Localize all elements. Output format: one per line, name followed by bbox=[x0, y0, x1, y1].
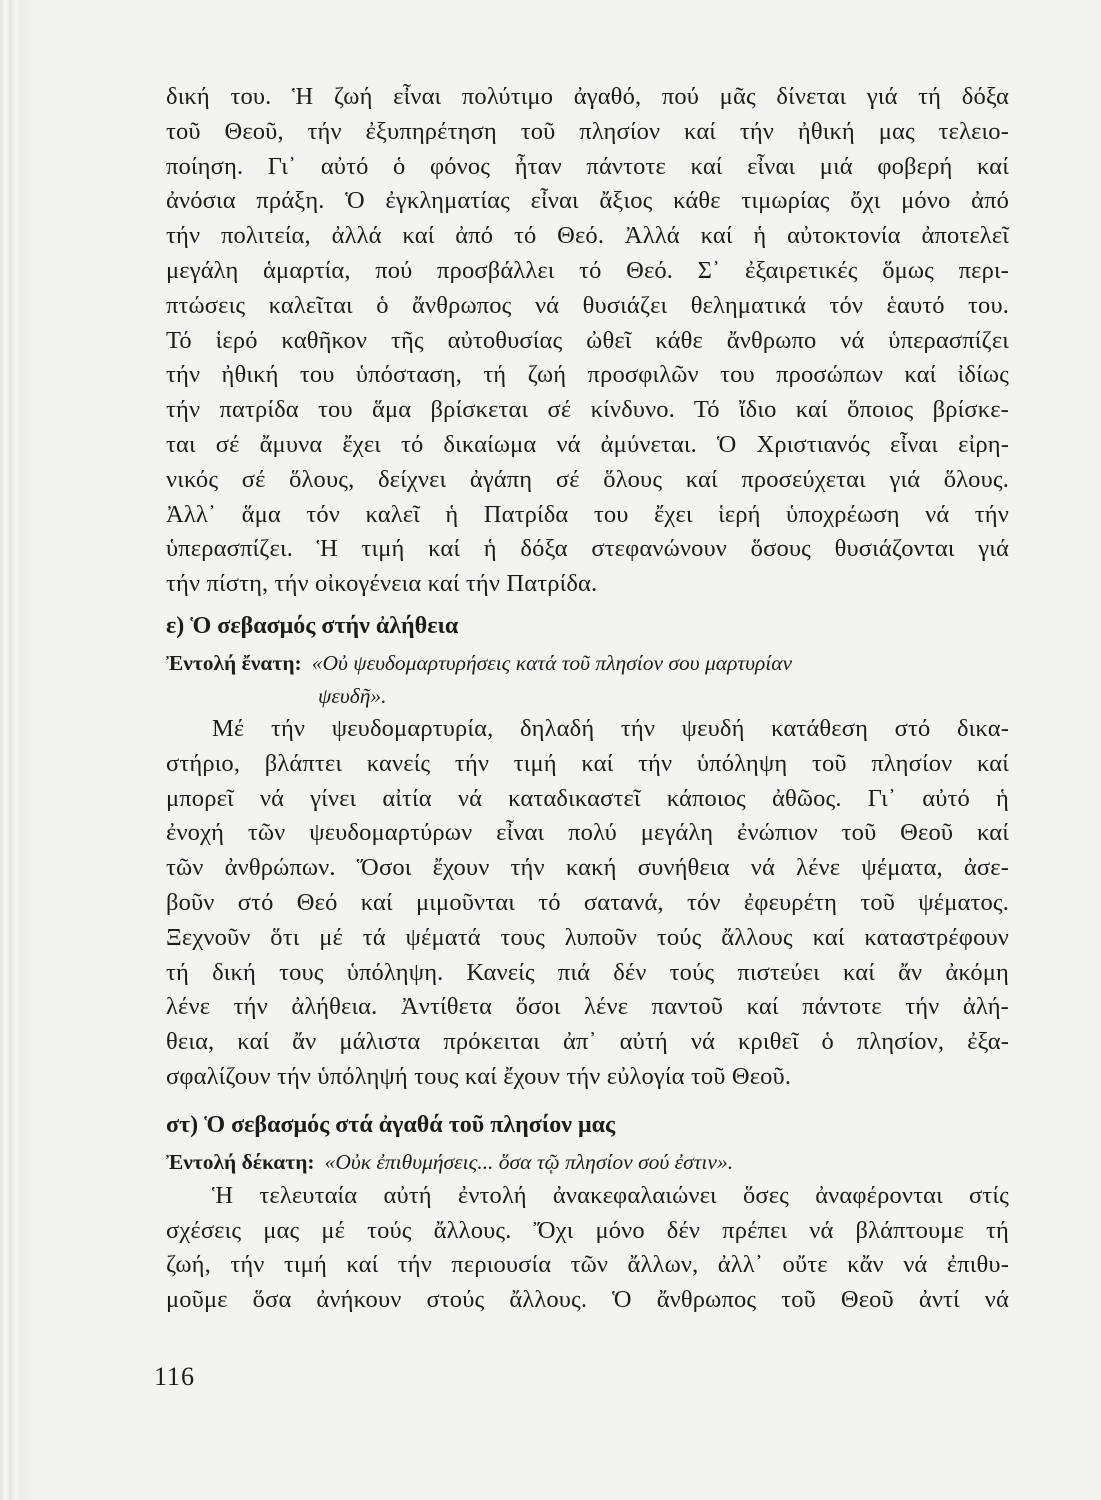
commandment-label: Ἐντολή δέκατη: bbox=[166, 1149, 315, 1174]
text-line: μοῦμε ὅσα ἀνήκουν στούς ἄλλους. Ὁ ἄνθρωπος τοῦ Θεοῦ ἀντί νά bbox=[166, 1286, 1009, 1314]
book-binding-edge bbox=[0, 0, 34, 1500]
text-line: ἐνοχή τῶν ψευδομαρτύρων εἶναι πολύ μεγάλη ἐνώπιον τοῦ Θεοῦ καί bbox=[166, 819, 1009, 847]
commandment-line bbox=[166, 1145, 1009, 1179]
commandment-quote-continuation: ψευδῆ». bbox=[318, 683, 387, 708]
commandment-quote: «Οὐκ ἐπιθυμήσεις... ὅσα τῷ πλησίον σού ἐστιν». bbox=[324, 1149, 734, 1174]
commandment-quote: «Οὐ ψευδομαρτυρήσεις κατά τοῦ πλησίον σου μαρτυρίαν bbox=[311, 650, 793, 675]
text-line: ποίηση. Γι᾿ αὐτό ὁ φόνος ἦταν πάντοτε καί εἶναι μιά φοβερή καί bbox=[166, 152, 1009, 180]
text-line: λένε τήν ἀλήθεια. Ἀντίθετα ὅσοι λένε παντοῦ καί πάντοτε τήν ἀλή- bbox=[166, 993, 1009, 1021]
text-line: τήν πολιτεία, ἀλλά καί ἀπό τό Θεό. Ἀλλά καί ἡ αὐτοκτονία ἀποτελεῖ bbox=[166, 222, 1009, 250]
text-line: Τό ἱερό καθῆκον τῆς αὐτοθυσίας ὠθεῖ κάθε ἄνθρωπο νά ὑπερασπίζει bbox=[166, 326, 1009, 354]
text-line: Ἀλλ᾿ ἅμα τόν καλεῖ ἡ Πατρίδα του ἔχει ἱερή ὑποχρέωση νά τήν bbox=[166, 500, 1009, 528]
text-line: μπορεῖ νά γίνει αἰτία νά καταδικαστεῖ κάποιος ἀθῶος. Γι᾿ αὐτό ἡ bbox=[166, 784, 1009, 812]
text-line: ζωή, τήν τιμή καί τήν περιουσία τῶν ἄλλων, ἀλλ᾿ οὔτε κἄν νά ἐπιθυ- bbox=[166, 1251, 1009, 1279]
paragraph-on-life bbox=[166, 80, 1009, 602]
text-line: τήν πατρίδα του ἅμα βρίσκεται σέ κίνδυνο. Τό ἴδιο καί ὅποιος βρίσκε- bbox=[166, 396, 1009, 424]
text-line: τῶν ἀνθρώπων. Ὅσοι ἔχουν τήν κακή συνήθεια νά λένε ψέματα, ἀσε- bbox=[166, 854, 1009, 882]
page-body bbox=[166, 80, 1009, 1318]
text-line: ἀνόσια πράξη. Ὁ ἐγκληματίας εἶναι ἄξιος κάθε τιμωρίας ὄχι μόνο ἀπό bbox=[166, 187, 1009, 215]
text-line: θεια, καί ἄν μάλιστα πρόκειται ἀπ᾿ αὐτή νά κριθεῖ ὁ πλησίον, ἐξα- bbox=[166, 1028, 1009, 1056]
text-line: μεγάλη ἁμαρτία, πού προσβάλλει τό Θεό. Σ᾿ ἐξαιρετικές ὅμως περι- bbox=[166, 256, 1009, 284]
commandment-line bbox=[166, 646, 1009, 680]
section-heading: ε) Ὁ σεβασμός στήν ἀλήθεια bbox=[166, 612, 459, 639]
text-line: Μέ τήν ψευδομαρτυρία, δηλαδή τήν ψευδή κατάθεση στό δικα- bbox=[212, 714, 1009, 742]
text-line: δική του. Ἡ ζωή εἶναι πολύτιμο ἀγαθό, πού μᾶς δίνεται γιά τή δόξα bbox=[166, 83, 1009, 110]
text-line: σφαλίζουν τήν ὑπόληψή τους καί ἔχουν τήν εὐλογία τοῦ Θεοῦ. bbox=[166, 1062, 792, 1090]
commandment-label: Ἐντολή ἔνατη: bbox=[166, 650, 302, 675]
text-line: τήν πίστη, τήν οἰκογένεια καί τήν Πατρίδα. bbox=[166, 570, 598, 598]
page-number: 116 bbox=[154, 1362, 196, 1391]
text-line: τήν ἠθική του ὑπόσταση, τή ζωή προσφιλῶν του προσώπων καί ἰδίως bbox=[166, 361, 1009, 389]
section-respect-for-truth bbox=[166, 606, 1009, 1095]
text-line: νικός σέ ὅλους, δείχνει ἀγάπη σέ ὅλους καί προσεύχεται γιά ὅλους. bbox=[166, 465, 1009, 493]
text-line: βοῦν στό Θεό καί μιμοῦνται τό σατανά, τόν ἐφευρέτη τοῦ ψέματος. bbox=[166, 888, 1009, 916]
section-heading: στ) Ὁ σεβασμός στά ἀγαθά τοῦ πλησίον μας bbox=[166, 1111, 616, 1138]
text-line: τή δική τους ὑπόληψη. Κανείς πιά δέν τούς πιστεύει καί ἄν ἀκόμη bbox=[166, 958, 1009, 986]
section-respect-for-neighbors-goods bbox=[166, 1105, 1009, 1318]
text-line: σχέσεις μας μέ τούς ἄλλους. Ὄχι μόνο δέν πρέπει νά βλάπτουμε τή bbox=[166, 1216, 1009, 1244]
text-line: Ἡ τελευταία αὐτή ἐντολή ἀνακεφαλαιώνει ὅσες ἀναφέρονται στίς bbox=[212, 1181, 1009, 1209]
text-line: στήριο, βλάπτει κανείς τήν τιμή καί τήν ὑπόληψη τοῦ πλησίον καί bbox=[166, 749, 1009, 777]
text-line: τοῦ Θεοῦ, τήν ἐξυπηρέτηση τοῦ πλησίον καί τήν ἠθική μας τελειο- bbox=[166, 117, 1009, 145]
text-line: ται σέ ἄμυνα ἔχει τό δικαίωμα νά ἀμύνεται. Ὁ Χριστιανός εἶναι εἰρη- bbox=[166, 430, 1009, 458]
text-line: ὑπερασπίζει. Ἡ τιμή καί ἡ δόξα στεφανώνουν ὅσους θυσιάζονται γιά bbox=[166, 535, 1009, 563]
text-line: πτώσεις καλεῖται ὁ ἄνθρωπος νά θυσιάζει θεληματικά τόν ἑαυτό του. bbox=[166, 291, 1009, 319]
text-line: Ξεχνοῦν ὅτι μέ τά ψέματά τους λυποῦν τούς ἄλλους καί καταστρέφουν bbox=[166, 923, 1009, 951]
